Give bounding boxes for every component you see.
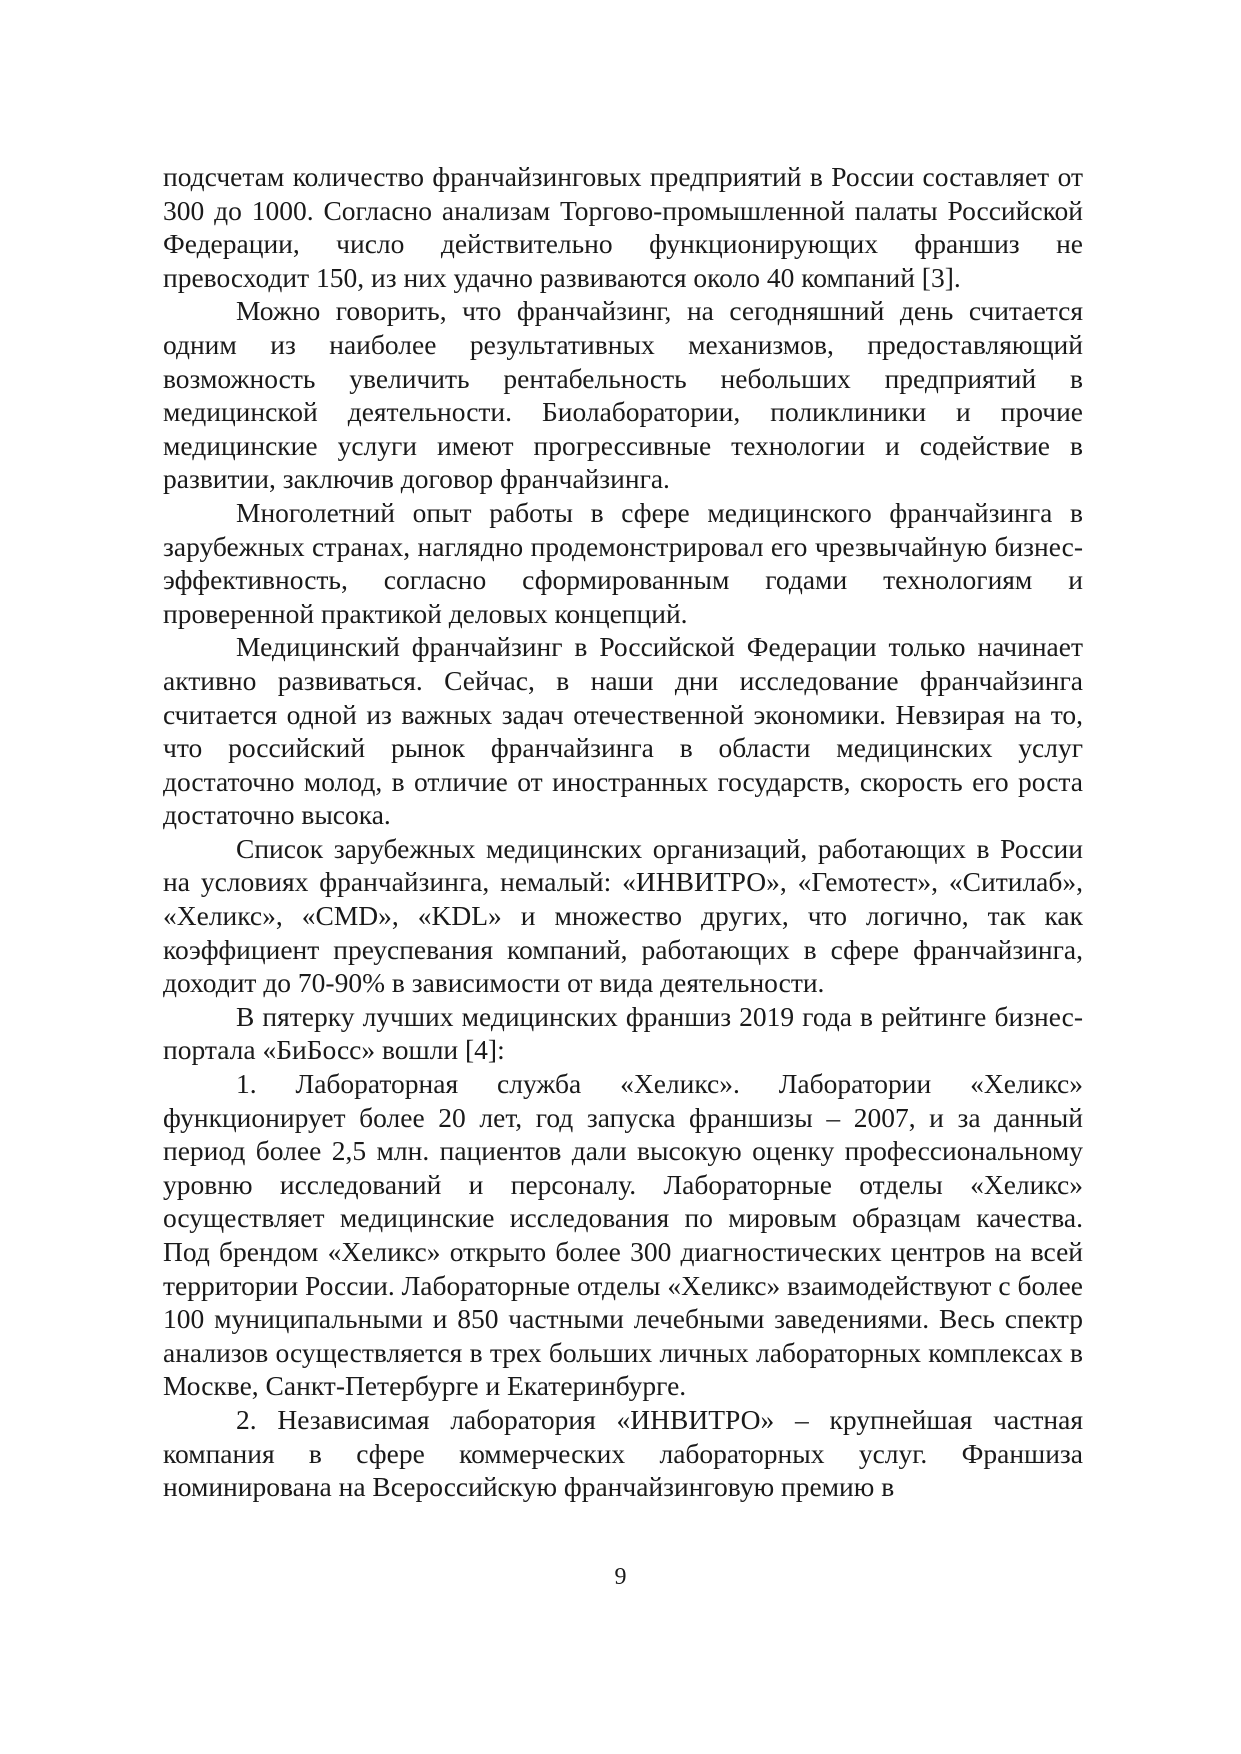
paragraph-2: Можно говорить, что франчайзинг, на сегодняшний день считается одним из наиболее результативных механизмов, предоставляющий возможность увеличить рентабельность небольших предприятий в медицинской деятельности. Биолаборатории, поликлиники и прочие медицинские услуги имеют прогрессивные технологии и содействие в развитии, заключив договор франчайзинга. bbox=[163, 295, 1083, 495]
list-item-invitro: 2. Независимая лаборатория «ИНВИТРО» – крупнейшая частная компания в сфере коммерческих лабораторных услуг. Франшиза номинирована на Всероссийскую франчайзинговую премию в bbox=[163, 1403, 1083, 1503]
paragraph-4: Медицинский франчайзинг в Российской Федерации только начинает активно развиваться. Сейчас, в наши дни исследование франчайзинга считается одной из важных задач отечественной экономики. Невзирая на то, что российский рынок франчайзинга в области медицинских услуг достаточно молод, в отличие от иностранных государств, скорость его роста достаточно высока. bbox=[163, 631, 1083, 831]
list-item-helix: 1. Лабораторная служба «Хеликс». Лаборатории «Хеликс» функционирует более 20 лет, год запуска франшизы – 2007, и за данный период более 2,5 млн. пациентов дали высокую оценку профессиональному уровню исследований и персоналу. Лабораторные отделы «Хеликс» осуществляет медицинские исследования по мировым образцам качества. Под брендом «Хеликс» открыто более 300 диагностических центров на всей территории России. Лабораторные отделы «Хеликс» взаимодействуют с более 100 муниципальными и 850 частными лечебными заведениями. Весь спектр анализов осуществляется в трех больших личных лабораторных комплексах в Москве, Санкт-Петербурге и Екатеринбурге. bbox=[163, 1068, 1083, 1402]
paragraph-6: В пятерку лучших медицинских франшиз 2019 года в рейтинге бизнес-портала «БиБосс» вошли [4]: bbox=[163, 1000, 1083, 1066]
paragraph-1: подсчетам количество франчайзинговых предприятий в России составляет от 300 до 1000. Согласно анализам Торгово-промышленной палаты Российской Федерации, число действительно функционирующих франшиз не превосходит 150, из них удачно развиваются около 40 компаний [3]. bbox=[163, 161, 1083, 293]
paragraph-5: Список зарубежных медицинских организаций, работающих в России на условиях франчайзинга, немалый: «ИНВИТРО», «Гемотест», «Ситилаб», «Хеликс», «CMD», «KDL» и множество других, что логично, так как коэффициент преуспевания компаний, работающих в сфере франчайзинга, доходит до 70-90% в зависимости от вида деятельности. bbox=[163, 832, 1083, 999]
body-text bbox=[163, 160, 1083, 1504]
page-number: 9 bbox=[614, 1564, 627, 1590]
paragraph-3: Многолетний опыт работы в сфере медицинского франчайзинга в зарубежных странах, наглядно продемонстрировал его чрезвычайную бизнес-эффективность, согласно сформированным годами технологиям и проверенной практикой деловых концепций. bbox=[163, 496, 1083, 629]
